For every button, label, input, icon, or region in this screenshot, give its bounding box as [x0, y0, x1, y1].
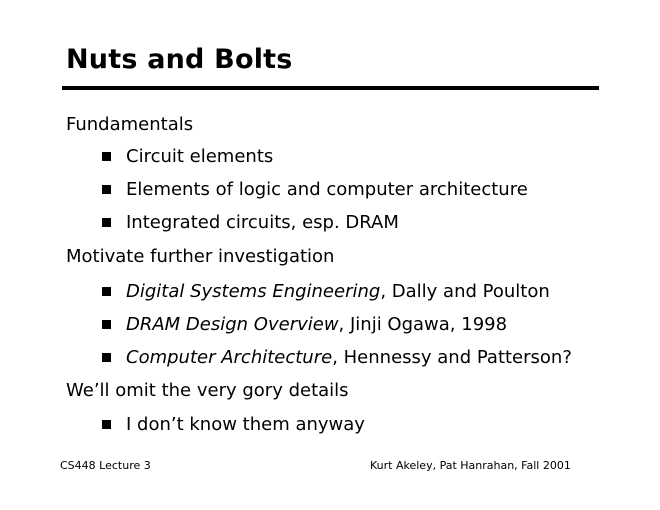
title-rule	[62, 86, 599, 90]
reference-title: Digital Systems Engineering	[126, 281, 381, 302]
bullet-item: Integrated circuits, esp. DRAM	[126, 212, 399, 233]
slide-title: Nuts and Bolts	[66, 44, 293, 75]
section-heading-omit: We’ll omit the very gory details	[66, 380, 349, 401]
section-heading-motivate: Motivate further investigation	[66, 246, 335, 267]
section-heading-fundamentals: Fundamentals	[66, 114, 194, 135]
reference-item	[126, 281, 550, 303]
reference-item	[126, 347, 572, 369]
square-bullet-icon	[102, 420, 111, 429]
square-bullet-icon	[102, 218, 111, 227]
bullet-item: Elements of logic and computer architecture	[126, 179, 528, 200]
reference-authors: , Hennessy and Patterson?	[332, 347, 572, 368]
bullet-item: I don’t know them anyway	[126, 414, 365, 435]
bullet-item: Circuit elements	[126, 146, 274, 167]
square-bullet-icon	[102, 185, 111, 194]
reference-item	[126, 314, 507, 336]
square-bullet-icon	[102, 353, 111, 362]
reference-title: DRAM Design Overview	[126, 314, 339, 335]
square-bullet-icon	[102, 287, 111, 296]
reference-authors: , Dally and Poulton	[380, 281, 550, 302]
square-bullet-icon	[102, 320, 111, 329]
reference-title: Computer Architecture	[126, 347, 333, 368]
square-bullet-icon	[102, 152, 111, 161]
footer-authors: Kurt Akeley, Pat Hanrahan, Fall 2001	[370, 459, 571, 472]
reference-authors: , Jinji Ogawa, 1998	[338, 314, 508, 335]
footer-course: CS448 Lecture 3	[60, 459, 151, 472]
